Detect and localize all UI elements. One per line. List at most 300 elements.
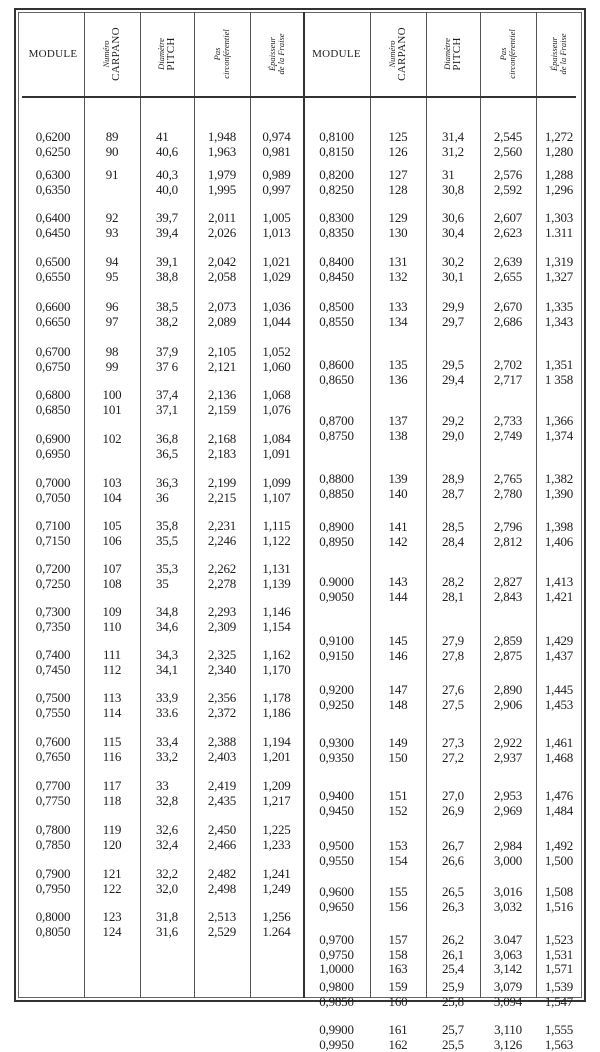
pitch-cell: 25,7 — [442, 1022, 464, 1037]
pas-cell: 3,079 — [493, 979, 523, 994]
header-label: PITCH — [450, 37, 463, 71]
module-cell: 0,6400 — [35, 210, 71, 225]
module-cell: 0,7500 — [35, 690, 71, 705]
epaisseur-cell: 1,021 — [262, 254, 291, 269]
pas-cell: 1,995 — [207, 182, 237, 197]
pitch-cell: 25,4 — [442, 961, 464, 976]
module-cell: 1,0000 — [319, 961, 354, 976]
module-cell: 0,9950 — [319, 1037, 354, 1052]
pas-cell: 3,000 — [493, 853, 523, 868]
pas-cell: 2,875 — [493, 648, 523, 663]
carpano-cell: 145 — [388, 633, 408, 648]
module-cell: 0,7550 — [35, 705, 71, 720]
module-cell: 0,9700 — [319, 932, 354, 947]
pitch-cell: 28,4 — [442, 534, 464, 549]
carpano-cell: 117 — [102, 778, 122, 793]
epaisseur-cell: 1,390 — [544, 486, 574, 501]
header-label: circonférentiel — [507, 29, 517, 79]
header-label: CARPANO — [395, 27, 408, 81]
pitch-cell: 33,9 — [156, 690, 178, 705]
epaisseur-cell: 1,398 — [544, 519, 574, 534]
header-sublabel: Pas — [498, 47, 509, 61]
epaisseur-cell: 1,280 — [544, 144, 574, 159]
pas-cell: 2,702 — [493, 357, 523, 372]
pas-cell: 3,063 — [493, 947, 523, 962]
pitch-cell: 32,8 — [156, 793, 178, 808]
pitch-cell: 38,5 — [156, 299, 178, 314]
carpano-cell: 107 — [102, 561, 122, 576]
pas-cell: 1,948 — [207, 129, 237, 144]
module-cell: 0,7150 — [35, 533, 71, 548]
module-cell: 0,7400 — [35, 647, 71, 662]
pas-cell: 3,126 — [493, 1037, 523, 1052]
module-cell: 0,8700 — [319, 413, 354, 428]
epaisseur-cell: 1,225 — [262, 822, 291, 837]
epaisseur-cell: 1,107 — [262, 490, 291, 505]
module-cell: 0,8250 — [319, 182, 354, 197]
carpano-cell: 112 — [102, 662, 122, 677]
carpano-cell: 157 — [388, 932, 408, 947]
module-cell: 0,9650 — [319, 899, 354, 914]
carpano-cell: 110 — [102, 619, 122, 634]
pas-cell: 1,979 — [207, 167, 237, 182]
pitch-cell: 28,2 — [442, 574, 464, 589]
pas-cell: 2,576 — [493, 167, 523, 182]
epaisseur-cell: 1,421 — [544, 589, 574, 604]
epaisseur-cell: 1,115 — [262, 518, 291, 533]
pitch-cell: 34,3 — [156, 647, 178, 662]
epaisseur-cell: 1,531 — [544, 947, 574, 962]
pas-cell: 2,922 — [493, 735, 523, 750]
epaisseur-cell: 1,194 — [262, 734, 291, 749]
carpano-cell: 160 — [388, 994, 408, 1009]
pas-cell: 2,655 — [493, 269, 523, 284]
module-cell: 0,7250 — [35, 576, 71, 591]
module-cell: 0,9350 — [319, 750, 354, 765]
module-cell: 0,6550 — [35, 269, 71, 284]
module-cell: 0,8650 — [319, 372, 354, 387]
epaisseur-cell: 1,453 — [544, 697, 574, 712]
module-cell: 0,6900 — [35, 431, 71, 446]
epaisseur-cell: 1,445 — [544, 682, 574, 697]
carpano-cell: 123 — [102, 909, 122, 924]
pitch-cell: 38,2 — [156, 314, 178, 329]
carpano-cell: 96 — [105, 299, 119, 314]
pitch-cell: 27,3 — [442, 735, 464, 750]
carpano-cell: 129 — [388, 210, 408, 225]
pas-cell: 2,639 — [493, 254, 523, 269]
epaisseur-cell: 1,241 — [262, 866, 291, 881]
carpano-cell: 139 — [388, 471, 408, 486]
carpano-cell: 162 — [388, 1037, 408, 1052]
epaisseur-cell: 1,335 — [544, 299, 574, 314]
pitch-cell: 37,4 — [156, 387, 178, 402]
epaisseur-cell: 1,437 — [544, 648, 574, 663]
module-cell: 0,6950 — [35, 446, 71, 461]
header-sublabel: Pas — [212, 47, 223, 61]
pitch-cell: 37,9 — [156, 344, 178, 359]
pitch-cell: 31,4 — [442, 129, 464, 144]
epaisseur-cell: 1,099 — [262, 475, 291, 490]
pas-cell: 2,073 — [207, 299, 237, 314]
header-rule — [22, 96, 576, 98]
epaisseur-cell: 1,084 — [262, 431, 291, 446]
column-header — [140, 14, 194, 94]
pas-cell: 2,136 — [207, 387, 237, 402]
pitch-cell: 31,2 — [442, 144, 464, 159]
pas-cell: 2,859 — [493, 633, 523, 648]
pitch-cell: 29,2 — [442, 413, 464, 428]
module-cell: 0,7600 — [35, 734, 71, 749]
epaisseur-cell: 1,366 — [544, 413, 574, 428]
epaisseur-cell: 1,217 — [262, 793, 291, 808]
epaisseur-cell: 1,571 — [544, 961, 574, 976]
pitch-cell: 33,2 — [156, 749, 178, 764]
column-header — [426, 14, 480, 94]
column-header — [84, 14, 140, 94]
epaisseur-cell: 1,516 — [544, 899, 574, 914]
pitch-cell: 33.6 — [156, 705, 178, 720]
header-sublabel: Diamètre — [155, 38, 166, 70]
epaisseur-cell: 1,013 — [262, 225, 291, 240]
pitch-cell: 31,8 — [156, 909, 178, 924]
module-cell: 0,7300 — [35, 604, 71, 619]
pas-cell: 3,094 — [493, 994, 523, 1009]
epaisseur-cell: 1,288 — [544, 167, 574, 182]
pitch-cell: 30,8 — [442, 182, 464, 197]
epaisseur-cell: 1,484 — [544, 803, 574, 818]
pas-cell: 2,937 — [493, 750, 523, 765]
epaisseur-cell: 1,091 — [262, 446, 291, 461]
epaisseur-cell: 1 358 — [544, 372, 574, 387]
carpano-cell: 159 — [388, 979, 408, 994]
epaisseur-cell: 1,178 — [262, 690, 291, 705]
carpano-cell: 106 — [102, 533, 122, 548]
module-cell: 0,7750 — [35, 793, 71, 808]
pas-cell: 2,058 — [207, 269, 237, 284]
pitch-cell: 25,5 — [442, 1037, 464, 1052]
epaisseur-cell: 1,429 — [544, 633, 574, 648]
pas-cell: 2,780 — [493, 486, 523, 501]
pas-cell: 2,199 — [207, 475, 237, 490]
pas-cell: 2,168 — [207, 431, 237, 446]
header-label: CARPANO — [109, 27, 122, 81]
carpano-cell: 102 — [102, 431, 122, 446]
carpano-cell: 124 — [102, 924, 122, 939]
module-cell: 0,8150 — [319, 144, 354, 159]
epaisseur-cell: 1,146 — [262, 604, 291, 619]
pas-cell: 2,482 — [207, 866, 237, 881]
epaisseur-cell: 1,563 — [544, 1037, 574, 1052]
epaisseur-cell: 1,492 — [544, 838, 574, 853]
carpano-cell: 116 — [102, 749, 122, 764]
epaisseur-cell: 1,523 — [544, 932, 574, 947]
pas-cell: 2,717 — [493, 372, 523, 387]
pitch-cell: 40,6 — [156, 144, 178, 159]
pas-cell: 2,105 — [207, 344, 237, 359]
carpano-cell: 133 — [388, 299, 408, 314]
module-cell: 0,9550 — [319, 853, 354, 868]
header-label: circonférentiel — [221, 29, 231, 79]
pitch-cell: 36 — [156, 490, 169, 505]
module-cell: 0,6500 — [35, 254, 71, 269]
pitch-cell: 37 6 — [156, 359, 178, 374]
module-cell: 0,9800 — [319, 979, 354, 994]
carpano-cell: 161 — [388, 1022, 408, 1037]
pas-cell: 2,843 — [493, 589, 523, 604]
carpano-cell: 103 — [102, 475, 122, 490]
carpano-cell: 91 — [105, 167, 119, 182]
carpano-cell: 94 — [105, 254, 119, 269]
epaisseur-cell: 1,036 — [262, 299, 291, 314]
pas-cell: 2,026 — [207, 225, 237, 240]
header-label: MODULE — [28, 48, 78, 60]
carpano-cell: 108 — [102, 576, 122, 591]
pitch-cell: 27,0 — [442, 788, 464, 803]
pas-cell: 3,110 — [494, 1022, 522, 1037]
pitch-cell: 30,6 — [442, 210, 464, 225]
carpano-cell: 151 — [388, 788, 408, 803]
module-cell: 0,8550 — [319, 314, 354, 329]
carpano-cell: 127 — [388, 167, 408, 182]
module-cell: 0,6300 — [35, 167, 71, 182]
pas-cell: 2,466 — [207, 837, 237, 852]
pas-cell: 2,906 — [493, 697, 523, 712]
epaisseur-cell: 1,343 — [544, 314, 574, 329]
epaisseur-cell: 1,547 — [544, 994, 574, 1009]
carpano-cell: 113 — [102, 690, 122, 705]
epaisseur-cell: 1,249 — [262, 881, 291, 896]
pitch-cell: 34,8 — [156, 604, 178, 619]
pitch-cell: 25,9 — [442, 979, 464, 994]
header-label: de la Fraise — [558, 33, 568, 75]
pitch-cell: 26,3 — [442, 899, 464, 914]
module-cell: 0,7000 — [35, 475, 71, 490]
carpano-cell: 120 — [102, 837, 122, 852]
module-cell: 0,9900 — [319, 1022, 354, 1037]
epaisseur-cell: 1,060 — [262, 359, 291, 374]
pitch-cell: 29,7 — [442, 314, 464, 329]
column-header — [22, 14, 84, 94]
pitch-cell: 27,5 — [442, 697, 464, 712]
pas-cell: 2,011 — [208, 210, 236, 225]
module-cell: 0,9150 — [319, 648, 354, 663]
header-sublabel: Numéro — [100, 40, 111, 68]
module-cell: 0,8200 — [319, 167, 354, 182]
pitch-cell: 28,7 — [442, 486, 464, 501]
epaisseur-cell: 0,997 — [262, 182, 291, 197]
pitch-cell: 27,6 — [442, 682, 464, 697]
epaisseur-cell: 1,044 — [262, 314, 291, 329]
pitch-cell: 32,4 — [156, 837, 178, 852]
module-cell: 0,9250 — [319, 697, 354, 712]
epaisseur-cell: 1,272 — [544, 129, 574, 144]
header-label: PITCH — [164, 37, 177, 71]
carpano-cell: 121 — [102, 866, 122, 881]
carpano-cell: 118 — [102, 793, 122, 808]
pas-cell: 2,278 — [207, 576, 237, 591]
epaisseur-cell: 1,256 — [262, 909, 291, 924]
epaisseur-cell: 1,122 — [262, 533, 291, 548]
pitch-cell: 36,5 — [156, 446, 178, 461]
pitch-cell: 29,9 — [442, 299, 464, 314]
epaisseur-cell: 1,233 — [262, 837, 291, 852]
pitch-cell: 37,1 — [156, 402, 178, 417]
pas-cell: 2,388 — [207, 734, 237, 749]
pas-cell: 2,607 — [493, 210, 523, 225]
pitch-cell: 35,8 — [156, 518, 178, 533]
pitch-cell: 40,0 — [156, 182, 178, 197]
module-cell: 0,8600 — [319, 357, 354, 372]
pitch-cell: 26,7 — [442, 838, 464, 853]
epaisseur-cell: 1,555 — [544, 1022, 574, 1037]
epaisseur-cell: 1,296 — [544, 182, 574, 197]
pitch-cell: 27,9 — [442, 633, 464, 648]
pitch-cell: 33 — [156, 778, 169, 793]
pas-cell: 2,159 — [207, 402, 237, 417]
carpano-cell: 92 — [105, 210, 119, 225]
module-cell: 0,6750 — [35, 359, 71, 374]
pitch-cell: 39,1 — [156, 254, 178, 269]
module-cell: 0,8100 — [319, 129, 354, 144]
pas-cell: 2,309 — [207, 619, 237, 634]
pas-cell: 2,246 — [207, 533, 237, 548]
module-cell: 0,8000 — [35, 909, 71, 924]
carpano-cell: 95 — [105, 269, 119, 284]
pas-cell: 2,089 — [207, 314, 237, 329]
carpano-cell: 122 — [102, 881, 122, 896]
pitch-cell: 30,2 — [442, 254, 464, 269]
pas-cell: 2,733 — [493, 413, 523, 428]
pitch-cell: 40,3 — [156, 167, 178, 182]
pitch-cell: 26,6 — [442, 853, 464, 868]
pitch-cell: 34,1 — [156, 662, 178, 677]
module-cell: 0,7350 — [35, 619, 71, 634]
epaisseur-cell: 1,154 — [262, 619, 291, 634]
module-cell: 0,7200 — [35, 561, 71, 576]
pitch-cell: 31,6 — [156, 924, 178, 939]
carpano-cell: 142 — [388, 534, 408, 549]
module-cell: 0,9100 — [319, 633, 354, 648]
column-divider — [140, 12, 141, 998]
module-cell: 0,8850 — [319, 486, 354, 501]
pas-cell: 2,560 — [493, 144, 523, 159]
module-cell: 0,8300 — [319, 210, 354, 225]
epaisseur-cell: 1,468 — [544, 750, 574, 765]
carpano-cell: 105 — [102, 518, 122, 533]
epaisseur-cell: 1,319 — [544, 254, 574, 269]
module-cell: 0,6250 — [35, 144, 71, 159]
pas-cell: 2,450 — [207, 822, 237, 837]
pas-cell: 2,215 — [207, 490, 237, 505]
carpano-cell: 90 — [105, 144, 119, 159]
pas-cell: 2,419 — [207, 778, 237, 793]
pitch-cell: 35 — [156, 576, 169, 591]
carpano-cell: 135 — [388, 357, 408, 372]
carpano-cell: 128 — [388, 182, 408, 197]
carpano-cell: 134 — [388, 314, 408, 329]
pitch-cell: 28,5 — [442, 519, 464, 534]
pitch-cell: 32,0 — [156, 881, 178, 896]
module-cell: 0,8050 — [35, 924, 71, 939]
pas-cell: 2,356 — [207, 690, 237, 705]
epaisseur-cell: 0,974 — [262, 129, 291, 144]
epaisseur-cell: 1,374 — [544, 428, 574, 443]
module-cell: 0,6350 — [35, 182, 71, 197]
pas-cell: 2,890 — [493, 682, 523, 697]
carpano-cell: 126 — [388, 144, 408, 159]
pitch-cell: 26,1 — [442, 947, 464, 962]
carpano-cell: 156 — [388, 899, 408, 914]
carpano-cell: 93 — [105, 225, 119, 240]
carpano-cell: 109 — [102, 604, 122, 619]
column-header — [370, 14, 426, 94]
column-header — [250, 14, 303, 94]
pas-cell: 3,032 — [493, 899, 523, 914]
pitch-cell: 36,3 — [156, 475, 178, 490]
header-label: de la Fraise — [275, 33, 286, 75]
pas-cell: 2,042 — [207, 254, 237, 269]
pitch-cell: 32,6 — [156, 822, 178, 837]
carpano-cell: 141 — [388, 519, 408, 534]
pas-cell: 2,498 — [207, 881, 237, 896]
carpano-cell: 155 — [388, 884, 408, 899]
epaisseur-cell: 1,170 — [262, 662, 291, 677]
pas-cell: 2,749 — [493, 428, 523, 443]
carpano-cell: 150 — [388, 750, 408, 765]
carpano-cell: 152 — [388, 803, 408, 818]
module-cell: 0,9500 — [319, 838, 354, 853]
pas-cell: 3,142 — [493, 961, 523, 976]
pas-cell: 2,403 — [207, 749, 237, 764]
module-cell: 0,8400 — [319, 254, 354, 269]
epaisseur-cell: 1.311 — [545, 225, 573, 240]
epaisseur-cell: 0,981 — [262, 144, 291, 159]
carpano-cell: 130 — [388, 225, 408, 240]
pas-cell: 2,812 — [493, 534, 523, 549]
module-cell: 0,7050 — [35, 490, 71, 505]
pitch-cell: 35,5 — [156, 533, 178, 548]
epaisseur-cell: 1,052 — [262, 344, 291, 359]
module-cell: 0,8750 — [319, 428, 354, 443]
column-header — [480, 14, 536, 94]
epaisseur-cell: 1,162 — [262, 647, 291, 662]
pas-cell: 2,183 — [207, 446, 237, 461]
carpano-cell: 138 — [388, 428, 408, 443]
pitch-cell: 29,5 — [442, 357, 464, 372]
module-cell: 0,7950 — [35, 881, 71, 896]
carpano-cell: 136 — [388, 372, 408, 387]
module-cell: 0,9300 — [319, 735, 354, 750]
pitch-cell: 26,5 — [442, 884, 464, 899]
carpano-cell: 111 — [103, 647, 121, 662]
module-cell: 0,6200 — [35, 129, 71, 144]
module-cell: 0,9600 — [319, 884, 354, 899]
pas-cell: 2,953 — [493, 788, 523, 803]
pas-cell: 2,984 — [493, 838, 523, 853]
module-cell: 0,6600 — [35, 299, 71, 314]
module-cell: 0,7450 — [35, 662, 71, 677]
carpano-cell: 154 — [388, 853, 408, 868]
module-cell: 0,8450 — [319, 269, 354, 284]
pas-cell: 2,231 — [207, 518, 237, 533]
carpano-cell: 148 — [388, 697, 408, 712]
pas-cell: 2,121 — [207, 359, 237, 374]
module-cell: 0,7100 — [35, 518, 71, 533]
pas-cell: 2,623 — [493, 225, 523, 240]
epaisseur-cell: 1,186 — [262, 705, 291, 720]
epaisseur-cell: 1,539 — [544, 979, 574, 994]
